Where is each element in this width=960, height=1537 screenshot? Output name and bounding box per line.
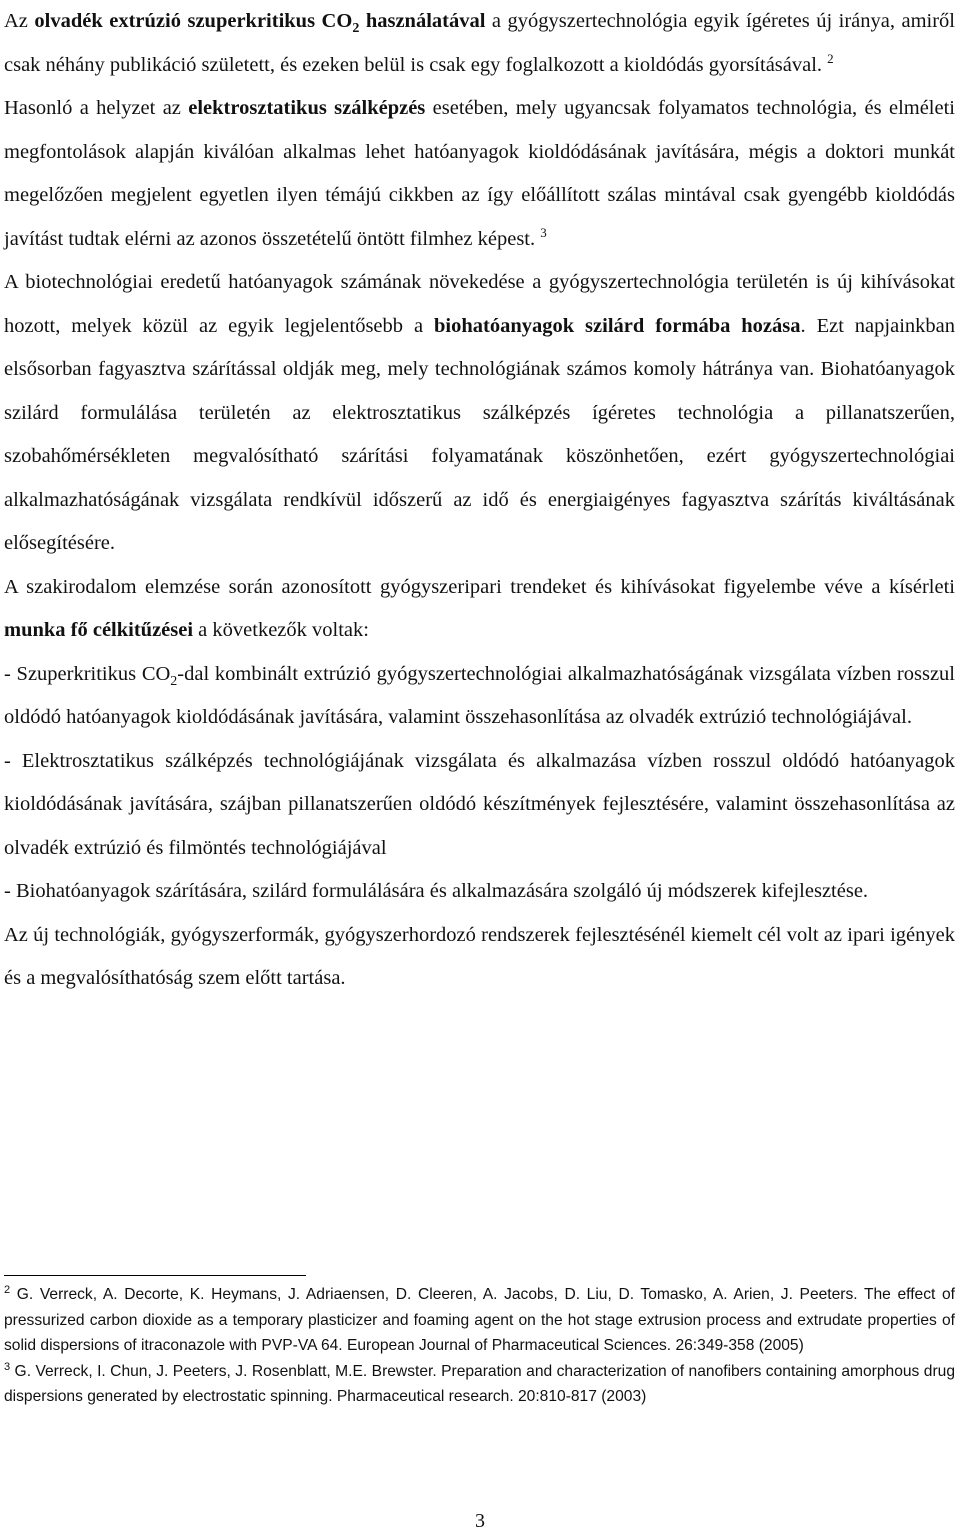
footnotes <box>4 1282 955 1410</box>
document-page <box>4 0 955 1001</box>
paragraph-co2-extrusion <box>4 0 955 87</box>
footnote-number: 2 <box>4 1283 11 1296</box>
paragraph-electrospinning <box>4 87 955 261</box>
text-run: a következők voltak: <box>193 619 369 641</box>
text-run: -dal kombinált extrúzió gyógyszertechnológiai alkalmazhatóságának vizsgálata vízben rosszul oldódó hatóanyagok kioldódásának javítására, valamint összehasonlítása az olvadék extrúzió technológiájával. <box>4 662 955 728</box>
paragraph-closing: Az új technológiák, gyógyszerformák, gyógyszerhordozó rendszerek fejlesztésénél kiemelt cél volt az ipari igények és a megvalósíthatóság szem előtt tartása. <box>4 923 955 989</box>
text-run: olvadék extrúzió szuperkritikus CO <box>34 10 353 32</box>
footnote-ref[interactable]: 3 <box>540 224 547 240</box>
bold-term: biohatóanyagok szilárd formába hozása <box>434 314 801 337</box>
footnote-3 <box>4 1359 955 1410</box>
text-run: esetében, mely ugyancsak folyamatos technológia, és elméleti megfontolások alapján kiválóan alkalmas lehet hatóanyagok kioldódásának javítására, mégis a doktori munkát megelőzően megjelent egyetlen ilyen témájú cikkben az így előállított szálas mintával csak gyengébb kioldódás javítást tudtak elérni az azonos összetételű öntött filmhez képest. <box>4 97 955 250</box>
footnote-ref[interactable]: 2 <box>827 50 834 66</box>
footnote-2 <box>4 1282 955 1359</box>
page-number: 3 <box>475 1510 485 1532</box>
footnote-number: 3 <box>4 1360 11 1373</box>
footnote-text: G. Verreck, I. Chun, J. Peeters, J. Rosenblatt, M.E. Brewster. Preparation and characterization of nanofibers containing amorphous drug dispersions generated by electrostatic spinning. Pharmaceutical research. 20:810-817 (2003) <box>4 1362 955 1405</box>
text-run: Hasonló a helyzet az <box>4 97 189 119</box>
subscript: 2 <box>352 21 360 37</box>
objective-item-electrospinning: - Elektrosztatikus szálképzés technológiájának vizsgálata és alkalmazása vízben rosszul oldódó hatóanyagok kioldódásának javítására, szájban pillanatszerűen oldódó készítmények fejlesztésére, valamint összehasonlítása az olvadék extrúzió és filmöntés technológiájával <box>4 749 955 859</box>
bold-term: elektrosztatikus szálképzés <box>188 97 426 119</box>
text-run: - Szuperkritikus CO <box>4 662 171 685</box>
objective-item-co2 <box>4 653 955 740</box>
text-run: . Ezt napjainkban elsősorban fagyasztva szárítással oldják meg, mely technológiának számos komoly hátránya van. Biohatóanyagok szilárd formulálása területén az elektrosztatikus szálképzés ígéretes technológia a pillanatszerűen, szobahőmérsékleten megvalósítható szárítási folyamatának köszönhetően, ezért gyógyszertechnológiai alkalmazhatóságának vizsgálata rendkívül időszerű az idő és energiaigényes fagyasztva szárítás kiváltásának elősegítésére. <box>4 314 955 554</box>
paragraph-objectives-intro <box>4 566 955 653</box>
text-run: A biotechnológiai eredetű hatóanyagok számának növekedése a gyógyszertechnológia területén is új kihívásokat hozott, melyek közül az egyik legjelentősebb a <box>4 271 955 337</box>
text-run: Az <box>4 10 35 32</box>
subscript: 2 <box>170 673 178 689</box>
footnote-separator <box>4 1275 306 1276</box>
bold-term <box>34 10 486 37</box>
bold-term: munka fő célkitűzései <box>4 619 194 641</box>
objective-item-biodrugs: - Biohatóanyagok szárítására, szilárd formulálására és alkalmazására szolgáló új módszerek kifejlesztése. <box>4 880 869 902</box>
body-text <box>4 0 955 1001</box>
text-run: a gyógyszertechnológia egyik ígéretes új iránya, amiről csak néhány publikáció született, és ezeken belül is csak egy foglalkozott a kioldódás gyorsításával. <box>4 10 955 76</box>
paragraph-biotech <box>4 261 955 566</box>
text-run: A szakirodalom elemzése során azonosított gyógyszeripari trendeket és kihívásokat figyelembe véve a kísérleti <box>4 575 955 598</box>
text-run: használatával <box>359 10 486 32</box>
footnote-text: G. Verreck, A. Decorte, K. Heymans, J. Adriaensen, D. Cleeren, A. Jacobs, D. Liu, D. Tomasko, A. Arien, J. Peeters. The effect of pressurized carbon dioxide as a temporary plasticizer and foaming agent on the hot stage extrusion process and extrudate properties of solid dispersions of itraconazole with PVP-VA 64. European Journal of Pharmaceutical Sciences. 26:349-358 (2005) <box>4 1286 955 1354</box>
